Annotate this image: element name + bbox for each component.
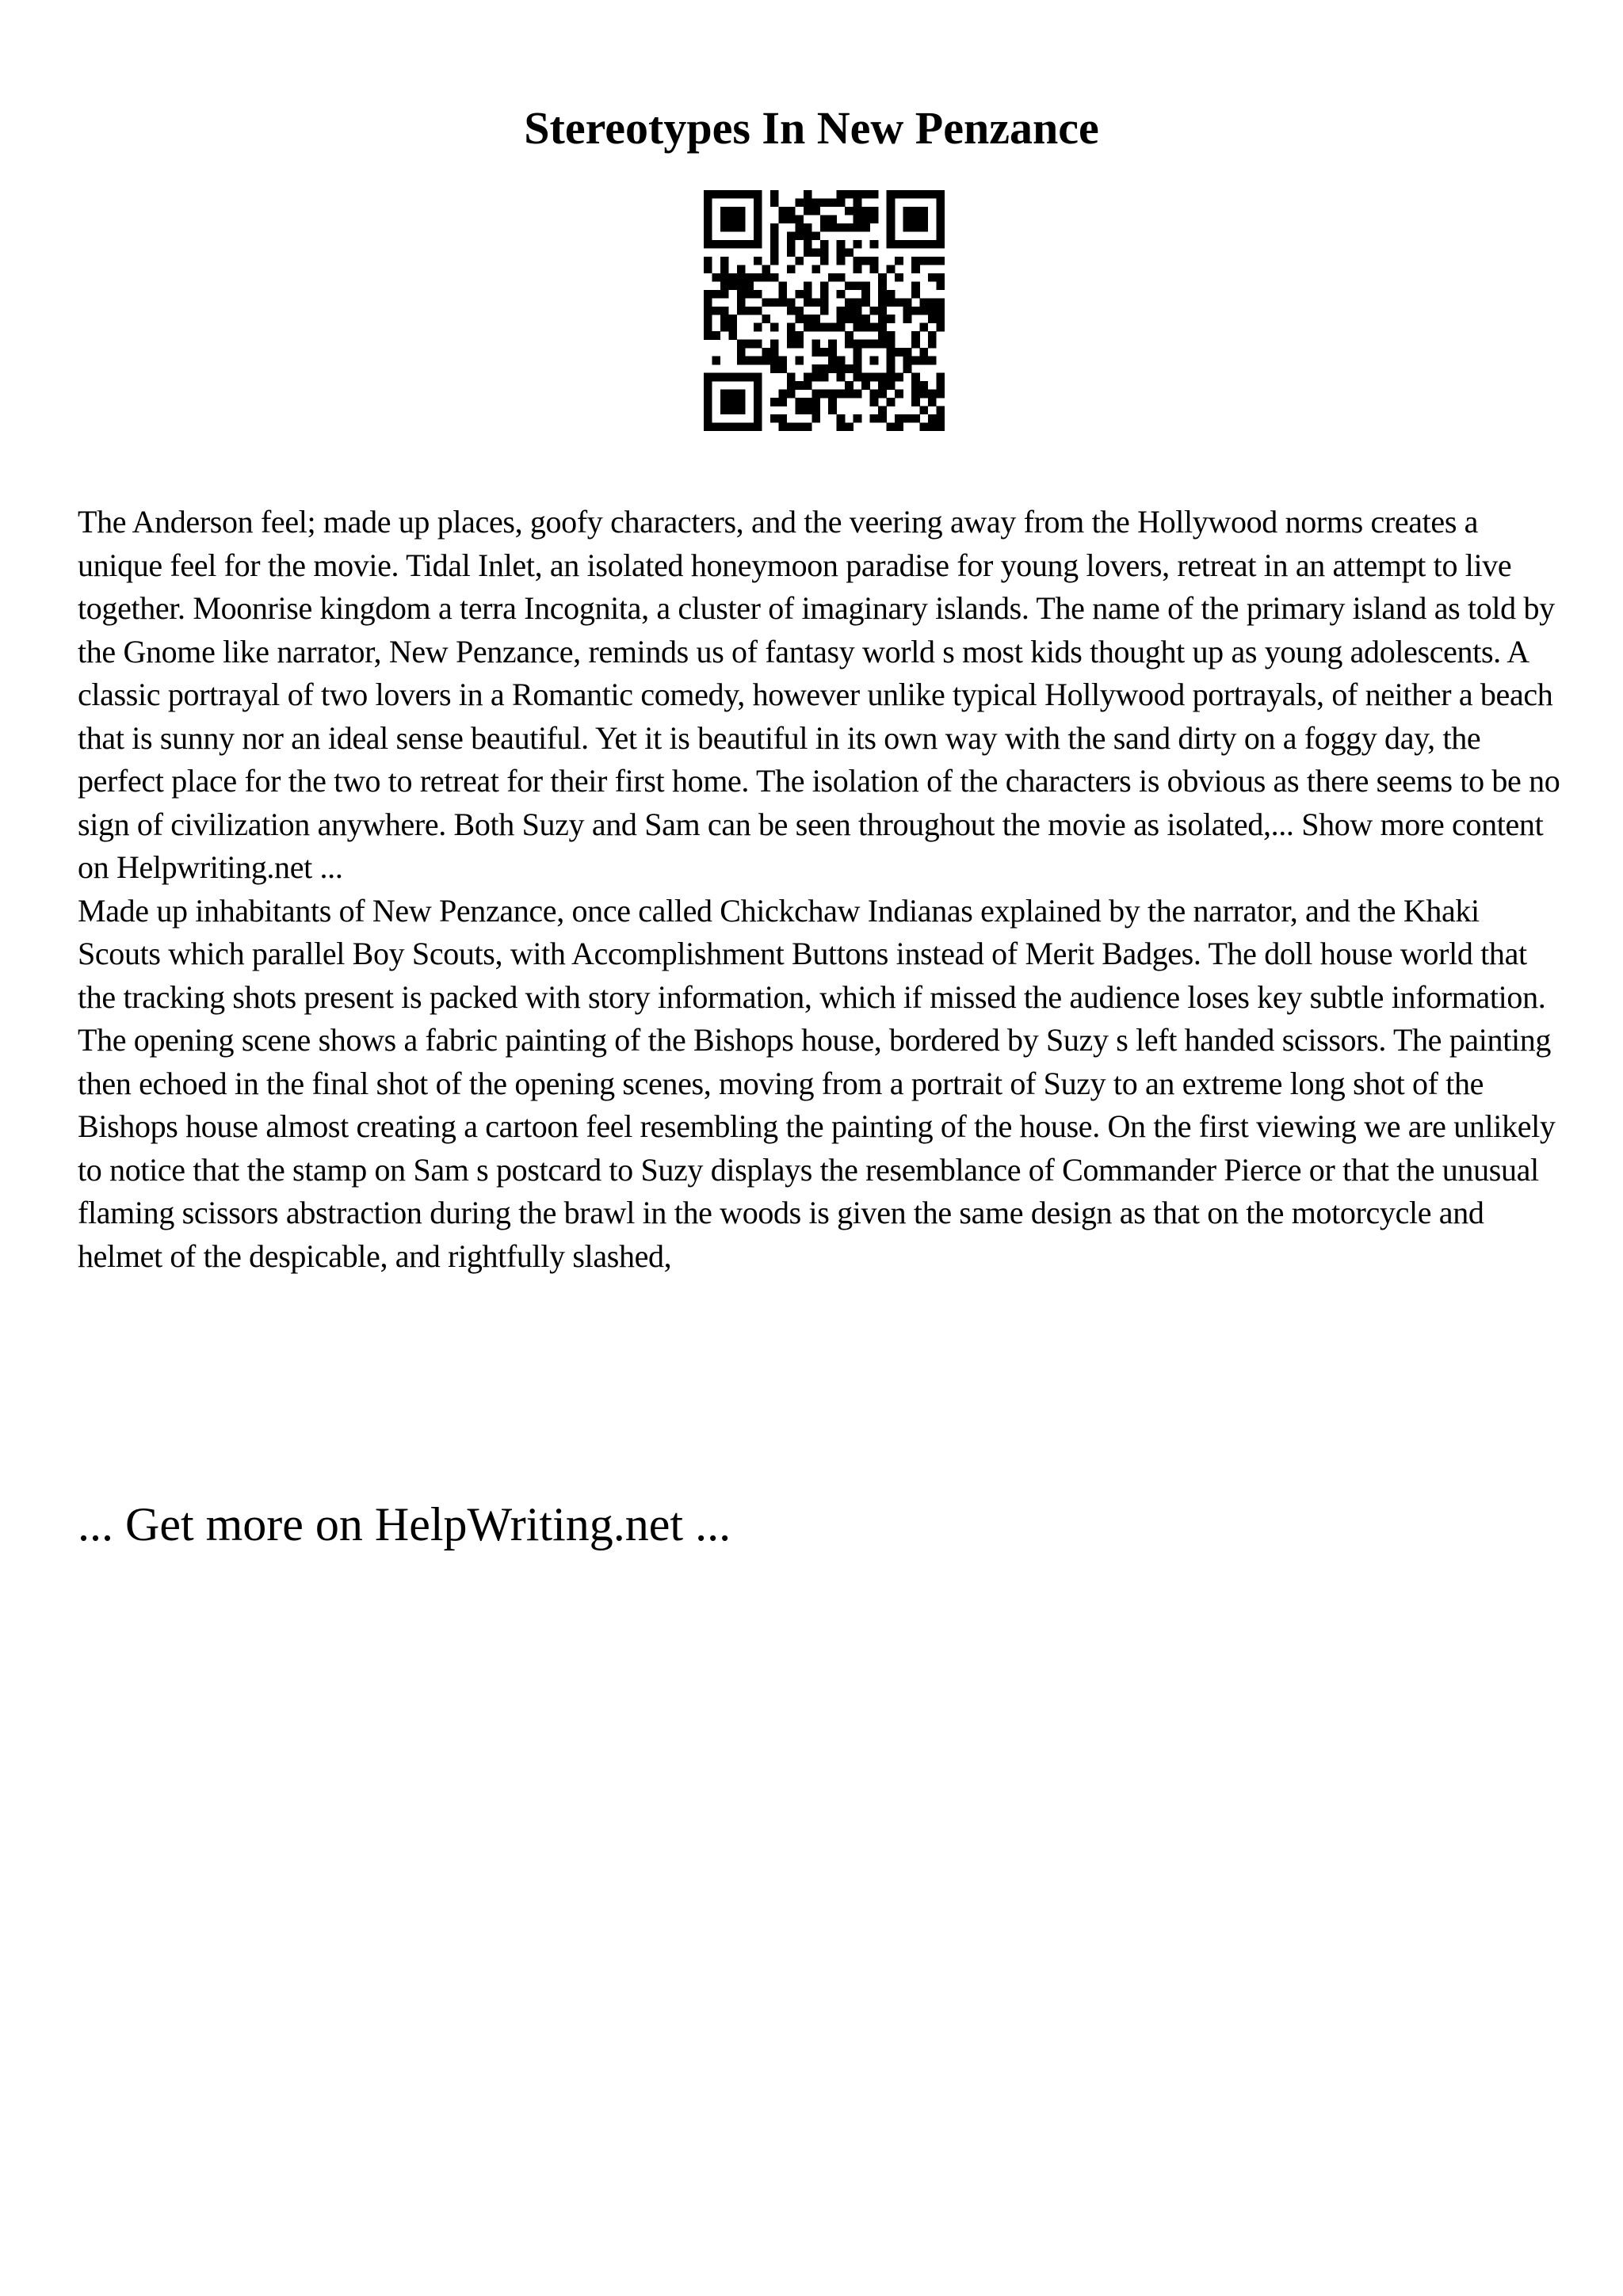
qr-code-graphic [704, 190, 945, 431]
body-paragraph-1: The Anderson feel; made up places, goofy characters, and the veering away from the Hollywood norms creates a unique feel for the movie. Tidal Inlet, an isolated honeymoon paradise for young lovers, retreat in an attempt to live together. Moonrise kingdom a terra Incognita, a cluster of imaginary islands. The name of the primary island as told by the Gnome like narrator, New Penzance, reminds us of fantasy world s most kids thought up as young adolescents. A classic portrayal of two lovers in a Romantic comedy, however unlike typical Hollywood portrayals, of neither a beach that is sunny nor an ideal sense beautiful. Yet it is beautiful in its own way with the sand dirty on a foggy day, the perfect place for the two to retreat for their first home. The isolation of the characters is obvious as there seems to be no sign of civilization anywhere. Both Suzy and Sam can be seen throughout the movie as isolated,... Show more content on Helpwriting.net ... [78, 504, 1560, 885]
qr-code-icon[interactable] [704, 190, 945, 431]
document-title: Stereotypes In New Penzance [524, 102, 1099, 154]
body-paragraph-2: Made up inhabitants of New Penzance, once called Chickchaw Indianas explained by the narrator, and the Khaki Scouts which parallel Boy Scouts, with Accomplishment Buttons instead of Merit Badges. The doll house world that the tracking shots present is packed with story information, which if missed the audience loses key subtle information. The opening scene shows a fabric painting of the Bishops house, bordered by Suzy s left handed scissors. The painting then echoed in the final shot of the opening scenes, moving from a portrait of Suzy to an extreme long shot of the Bishops house almost creating a cartoon feel resembling the painting of the house. On the first viewing we are unlikely to notice that the stamp on Sam s postcard to Suzy displays the resemblance of Commander Pierce or that the unusual flaming scissors abstraction during the brawl in the woods is given the same design as that on the motorcycle and helmet of the despicable, and rightfully slashed, [78, 892, 1556, 1274]
get-more-link[interactable]: ... Get more on HelpWriting.net ... [78, 1498, 731, 1550]
document-body [78, 501, 1568, 1278]
